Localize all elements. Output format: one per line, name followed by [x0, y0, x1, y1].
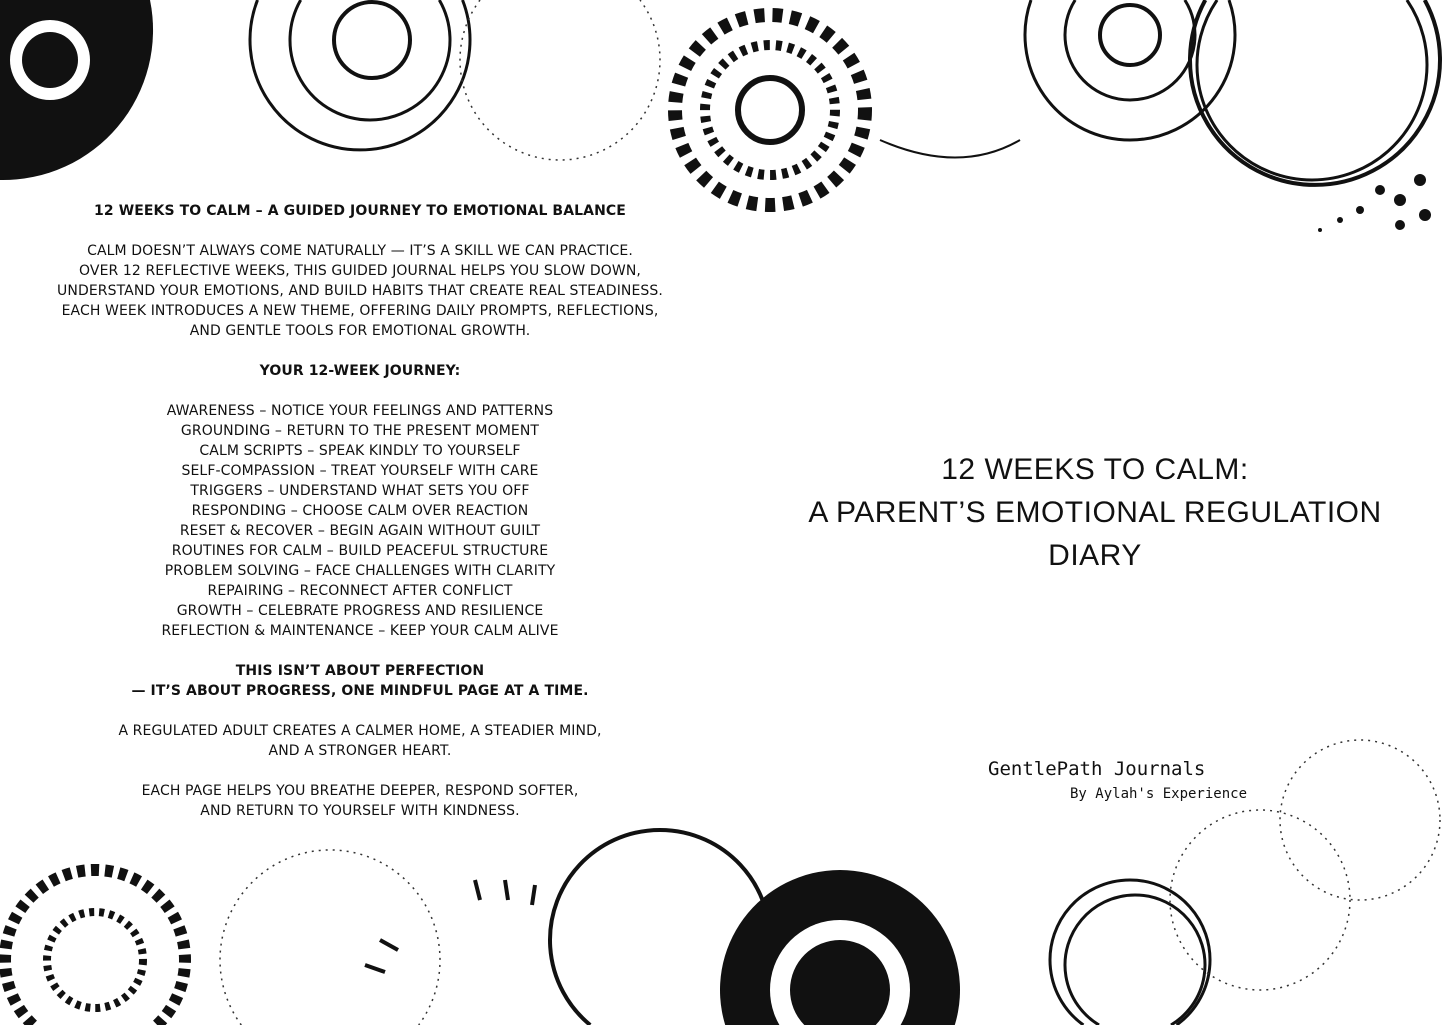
week-item: TRIGGERS – UNDERSTAND WHAT SETS YOU OFF — [190, 483, 530, 499]
emphasis-line: — IT’S ABOUT PROGRESS, ONE MINDFUL PAGE AT A TIME. — [131, 683, 589, 699]
back-heading: 12 WEEKS TO CALM – A GUIDED JOURNEY TO EMOTIONAL BALANCE — [94, 203, 626, 219]
closing-line: AND A STRONGER HEART. — [268, 743, 452, 759]
week-item: PROBLEM SOLVING – FACE CHALLENGES WITH CLARITY — [164, 563, 556, 579]
dark-mandala-bottom — [720, 870, 960, 1025]
week-item: GROWTH – CELEBRATE PROGRESS AND RESILIENCE — [176, 603, 544, 619]
halftone-dots — [1318, 174, 1431, 232]
closing-line: EACH PAGE HELPS YOU BREATHE DEEPER, RESPOND SOFTER, — [141, 783, 579, 799]
intro-line: CALM DOESN’T ALWAYS COME NATURALLY — IT’S A SKILL WE CAN PRACTICE. — [87, 243, 633, 259]
title-line: DIARY — [1048, 539, 1142, 572]
dark-mandala-top-left — [0, 0, 153, 180]
week-item: RESET & RECOVER – BEGIN AGAIN WITHOUT GUILT — [179, 523, 541, 539]
closing-paragraph-2 — [20, 781, 700, 821]
intro-line: EACH WEEK INTRODUCES A NEW THEME, OFFERING DAILY PROMPTS, REFLECTIONS, — [61, 303, 659, 319]
weeks-list — [20, 401, 700, 641]
week-item: CALM SCRIPTS – SPEAK KINDLY TO YOURSELF — [199, 443, 521, 459]
back-cover-text — [20, 201, 700, 821]
emphasis-line: THIS ISN’T ABOUT PERFECTION — [235, 663, 485, 679]
week-item: GROUNDING – RETURN TO THE PRESENT MOMENT — [180, 423, 540, 439]
week-item: SELF-COMPASSION – TREAT YOURSELF WITH CARE — [181, 463, 539, 479]
intro-line: UNDERSTAND YOUR EMOTIONS, AND BUILD HABITS THAT CREATE REAL STEADINESS. — [57, 283, 663, 299]
week-item: REPAIRING – RECONNECT AFTER CONFLICT — [207, 583, 513, 599]
closing-line: AND RETURN TO YOURSELF WITH KINDNESS. — [200, 803, 520, 819]
publisher-name: GentlePath Journals — [988, 758, 1206, 780]
journey-heading: YOUR 12-WEEK JOURNEY: — [259, 363, 461, 379]
week-item: ROUTINES FOR CALM – BUILD PEACEFUL STRUCTURE — [171, 543, 549, 559]
mandala-bottom-left — [5, 870, 185, 1025]
intro-line: AND GENTLE TOOLS FOR EMOTIONAL GROWTH. — [189, 323, 531, 339]
week-item: REFLECTION & MAINTENANCE – KEEP YOUR CALM ALIVE — [161, 623, 559, 639]
intro-line: OVER 12 REFLECTIVE WEEKS, THIS GUIDED JOURNAL HELPS YOU SLOW DOWN, — [79, 263, 641, 279]
intro-paragraph — [20, 241, 700, 341]
author-credit: By Aylah's Experience — [1070, 786, 1248, 802]
publisher-block — [988, 758, 1247, 802]
week-item: AWARENESS – NOTICE YOUR FEELINGS AND PATTERNS — [166, 403, 554, 419]
title-line: A PARENT’S EMOTIONAL REGULATION — [808, 496, 1382, 529]
closing-paragraph-1 — [20, 721, 700, 761]
emphasis-text — [20, 661, 700, 701]
book-title — [770, 448, 1420, 577]
mandala-top-center — [675, 15, 865, 205]
closing-line: A REGULATED ADULT CREATES A CALMER HOME, A STEADIER MIND, — [118, 723, 602, 739]
dash-arc — [365, 880, 535, 972]
title-line: 12 WEEKS TO CALM: — [941, 453, 1249, 486]
week-item: RESPONDING – CHOOSE CALM OVER REACTION — [191, 503, 529, 519]
